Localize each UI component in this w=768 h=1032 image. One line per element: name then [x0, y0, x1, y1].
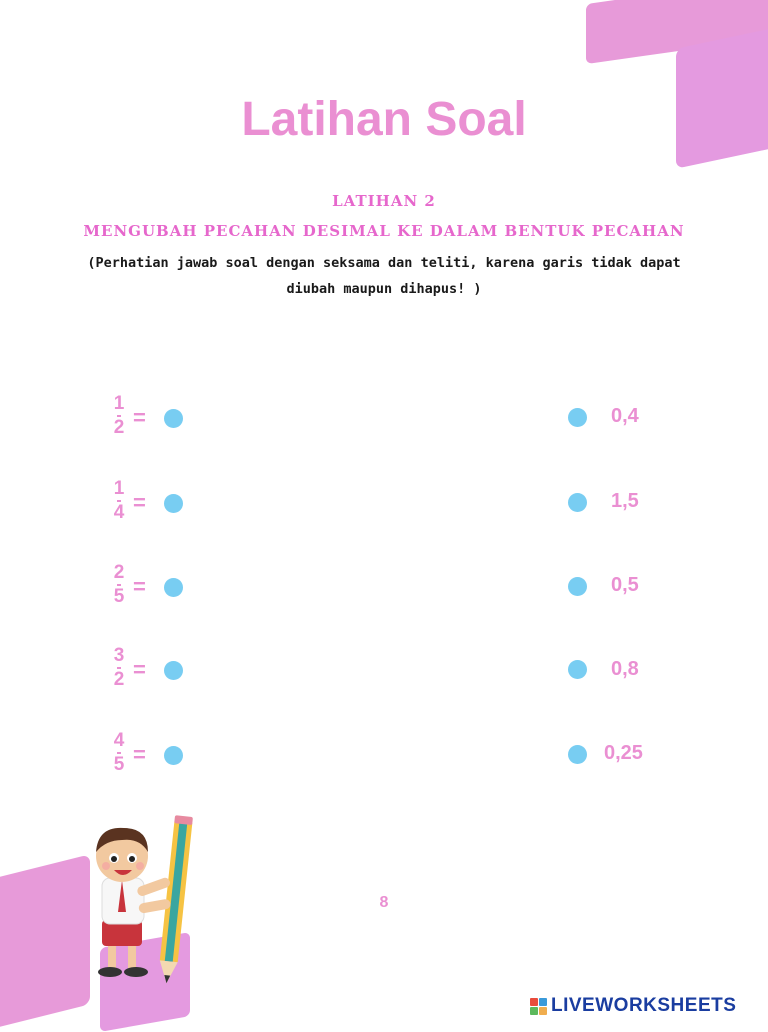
equals-sign: =: [133, 574, 146, 599]
brand-footer[interactable]: [530, 993, 736, 1019]
instruction-line-1: (Perhatian jawab soal dengan seksama dan teliti, karena garis tidak dapat: [87, 255, 681, 271]
instruction-note: [24, 250, 744, 302]
fraction-numerator: 4: [113, 730, 125, 751]
fraction-denominator: 2: [113, 417, 125, 438]
answer-value: 0,4: [611, 405, 639, 427]
equals-sign: =: [133, 490, 146, 515]
equals-sign: =: [133, 405, 146, 430]
fraction-denominator: 5: [113, 754, 125, 775]
fraction-denominator: 4: [113, 502, 125, 523]
brand-name: LIVEWORKSHEETS: [551, 995, 737, 1016]
match-dot-right-1[interactable]: [568, 408, 587, 427]
page-title: Latihan Soal: [241, 93, 527, 146]
liveworksheets-logo-icon: [530, 998, 547, 1015]
match-dot-right-2[interactable]: [568, 493, 587, 512]
fraction-denominator: 2: [113, 669, 125, 690]
page-number: 8: [379, 894, 389, 911]
fraction-denominator: 5: [113, 586, 125, 607]
answer-value: 0,5: [611, 574, 639, 596]
match-dot-left-3[interactable]: [164, 578, 183, 597]
match-dot-right-3[interactable]: [568, 577, 587, 596]
answer-value: 1,5: [611, 490, 639, 512]
fraction-numerator: 1: [113, 393, 125, 414]
match-dot-left-4[interactable]: [164, 661, 183, 680]
answer-value: 0,8: [611, 658, 639, 680]
fraction-numerator: 1: [113, 478, 125, 499]
fraction-2: [108, 479, 130, 523]
topic-label: MENGUBAH PECAHAN DESIMAL KE DALAM BENTUK PECAHAN: [83, 222, 685, 240]
match-dot-right-5[interactable]: [568, 745, 587, 764]
exercise-label: LATIHAN 2: [332, 192, 436, 210]
match-dot-left-2[interactable]: [164, 494, 183, 513]
equals-sign: =: [133, 657, 146, 682]
fraction-5: [108, 731, 130, 775]
answer-value: 0,25: [604, 742, 643, 764]
fraction-1: [108, 394, 130, 438]
fraction-3: [108, 563, 130, 607]
equals-sign: =: [133, 742, 146, 767]
fraction-numerator: 3: [113, 645, 125, 666]
fraction-4: [108, 646, 130, 690]
decor-shape-bottom-1: [0, 854, 90, 1031]
match-dot-left-5[interactable]: [164, 746, 183, 765]
fraction-numerator: 2: [113, 562, 125, 583]
match-dot-left-1[interactable]: [164, 409, 183, 428]
instruction-line-2: diubah maupun dihapus! ): [286, 281, 482, 297]
match-dot-right-4[interactable]: [568, 660, 587, 679]
